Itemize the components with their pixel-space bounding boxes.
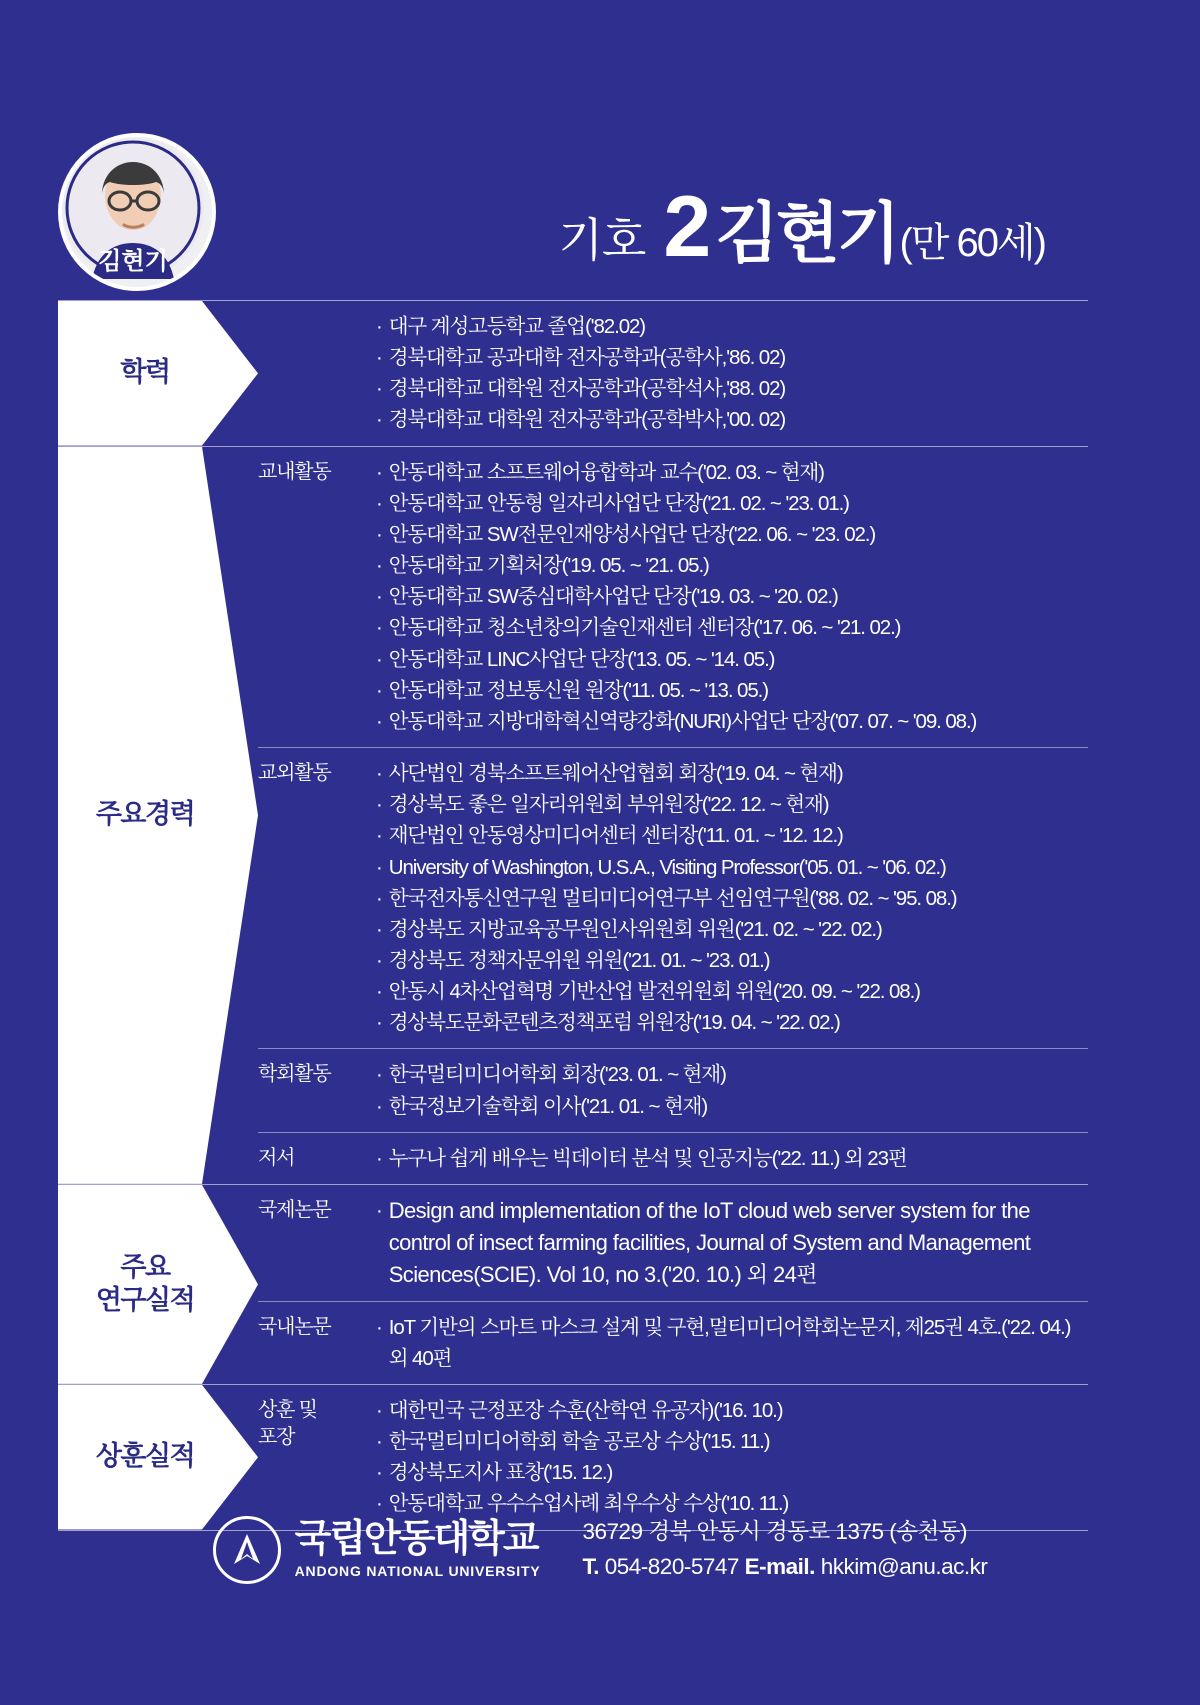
candidate-title bbox=[558, 180, 1045, 275]
bullet-icon: · bbox=[376, 554, 382, 578]
list-item-text: 경상북도문화콘텐츠정책포럼 위원장('19. 04. ~ '22. 02.) bbox=[388, 1011, 840, 1035]
bullet-icon: · bbox=[376, 1094, 382, 1118]
row-subcategory: 학회활동 bbox=[258, 1063, 331, 1086]
profile-section bbox=[58, 1384, 1088, 1531]
list-item-text: 경북대학교 공과대학 전자공학과(공학사,'86. 02) bbox=[388, 346, 786, 370]
table-row bbox=[258, 1048, 1088, 1131]
bullet-icon: · bbox=[376, 491, 382, 515]
candidate-portrait bbox=[58, 133, 216, 291]
bullet-icon: · bbox=[376, 824, 382, 848]
section-category bbox=[58, 1385, 258, 1530]
table-row bbox=[258, 1301, 1088, 1384]
list-item-text: 안동대학교 지방대학혁신역량강화(NURI)사업단 단장('07. 07. ~ '09. 08.) bbox=[388, 709, 977, 733]
list-item-text: 경북대학교 대학원 전자공학과(공학박사,'00. 02) bbox=[388, 408, 786, 432]
list-item bbox=[376, 1312, 1082, 1374]
row-items bbox=[376, 1143, 1088, 1174]
list-item-text: 안동대학교 기획처장('19. 05. ~ '21. 05.) bbox=[388, 554, 709, 578]
table-row bbox=[258, 1132, 1088, 1184]
poster-header bbox=[0, 0, 1200, 300]
category-label: 주요경력 bbox=[95, 799, 195, 830]
list-item-text: University of Washington, U.S.A., Visiting Professor('05. 01. ~ '06. 02.) bbox=[388, 855, 946, 879]
bullet-icon: · bbox=[376, 408, 382, 432]
list-item bbox=[376, 852, 1082, 883]
bullet-icon: · bbox=[376, 1492, 382, 1516]
list-item bbox=[376, 1195, 1082, 1291]
bullet-icon: · bbox=[376, 1063, 382, 1087]
list-item bbox=[376, 914, 1082, 945]
list-item bbox=[376, 675, 1082, 706]
university-name-eng: ANDONG NATIONAL UNIVERSITY bbox=[294, 1563, 541, 1580]
list-item-text: 한국전자통신연구원 멀티미디어연구부 선임연구원('88. 02. ~ '95. 08.) bbox=[388, 886, 957, 910]
list-item-text: 한국정보기술학회 이사('21. 01. ~ 현재) bbox=[388, 1094, 708, 1118]
list-item bbox=[376, 404, 1082, 435]
portrait-illustration bbox=[62, 137, 204, 279]
row-subcategory: 상훈 및 포장 bbox=[258, 1398, 317, 1448]
list-item-text: 누구나 쉽게 배우는 빅데이터 분석 및 인공지능('22. 11.) 외 23편 bbox=[388, 1146, 907, 1170]
profile-table bbox=[58, 300, 1088, 1531]
university-emblem-icon bbox=[213, 1516, 281, 1584]
list-item bbox=[376, 644, 1082, 675]
list-item-text: 대한민국 근정포장 수훈(산학연 유공자)('16. 10.) bbox=[388, 1398, 783, 1422]
list-item bbox=[376, 488, 1082, 519]
university-name-kor: 국립안동대학교 bbox=[294, 1518, 538, 1561]
contact-address: 36729 경북 안동시 경동로 1375 (송천동) bbox=[582, 1519, 967, 1544]
bullet-icon: · bbox=[376, 886, 382, 910]
list-item bbox=[376, 1395, 1082, 1426]
list-item-text: 안동대학교 SW전문인재양성사업단 단장('22. 06. ~ '23. 02.) bbox=[388, 522, 876, 546]
row-subcategory: 교외활동 bbox=[258, 762, 331, 785]
profile-section bbox=[58, 446, 1088, 1184]
bullet-icon: · bbox=[376, 762, 382, 786]
table-row bbox=[258, 447, 1088, 747]
list-item-text: 안동대학교 정보통신원 원장('11. 05. ~ '13. 05.) bbox=[388, 678, 768, 702]
list-item-text: IoT 기반의 스마트 마스크 설계 및 구현,멀티미디어학회논문지, 제25권 4호.('22. 04.) 외 40편 bbox=[388, 1315, 1071, 1370]
list-item bbox=[376, 1143, 1082, 1174]
contact-info bbox=[582, 1515, 987, 1585]
list-item-text: 경북대학교 대학원 전자공학과(공학석사,'88. 02) bbox=[388, 377, 786, 401]
section-rows bbox=[258, 1185, 1088, 1384]
poster-footer bbox=[0, 1515, 1200, 1585]
bullet-icon: · bbox=[376, 346, 382, 370]
bullet-icon: · bbox=[376, 1011, 382, 1035]
list-item-text: 안동대학교 소프트웨어융합학과 교수('02. 03. ~ 현재) bbox=[388, 460, 824, 484]
list-item bbox=[376, 457, 1082, 488]
list-item bbox=[376, 581, 1082, 612]
list-item bbox=[376, 342, 1082, 373]
bullet-icon: · bbox=[376, 1198, 382, 1222]
bullet-icon: · bbox=[376, 616, 382, 640]
email-label: E-mail. bbox=[744, 1553, 815, 1579]
section-rows bbox=[258, 301, 1088, 446]
bullet-icon: · bbox=[376, 917, 382, 941]
row-items bbox=[376, 457, 1088, 737]
ballot-number: 2 bbox=[663, 179, 710, 275]
list-item bbox=[376, 1457, 1082, 1488]
bullet-icon: · bbox=[376, 1398, 382, 1422]
bullet-icon: · bbox=[376, 585, 382, 609]
table-row bbox=[258, 747, 1088, 1048]
bullet-icon: · bbox=[376, 1146, 382, 1170]
tel-label: T. bbox=[582, 1553, 599, 1579]
bullet-icon: · bbox=[376, 1461, 382, 1485]
bullet-icon: · bbox=[376, 855, 382, 879]
bullet-icon: · bbox=[376, 678, 382, 702]
bullet-icon: · bbox=[376, 1315, 382, 1339]
bullet-icon: · bbox=[376, 315, 382, 338]
list-item-text: 재단법인 안동영상미디어센터 센터장('11. 01. ~ '12. 12.) bbox=[388, 824, 843, 848]
table-row bbox=[258, 1185, 1088, 1301]
list-item bbox=[376, 373, 1082, 404]
list-item bbox=[376, 758, 1082, 789]
row-items bbox=[376, 1395, 1088, 1520]
row-subcategory: 국내논문 bbox=[258, 1315, 331, 1338]
list-item-text: 경상북도 좋은 일자리위원회 부위원장('22. 12. ~ 현재) bbox=[388, 793, 829, 817]
category-label: 학력 bbox=[120, 357, 170, 388]
list-item bbox=[376, 612, 1082, 643]
row-items bbox=[376, 758, 1088, 1038]
list-item bbox=[376, 1007, 1082, 1038]
list-item bbox=[376, 706, 1082, 737]
list-item bbox=[376, 311, 1082, 342]
candidate-name: 김현기 bbox=[715, 196, 898, 270]
section-rows bbox=[258, 447, 1088, 1184]
list-item-text: 안동대학교 우수수업사례 최우수상 수상('10. 11.) bbox=[388, 1492, 789, 1516]
bullet-icon: · bbox=[376, 522, 382, 546]
list-item bbox=[376, 976, 1082, 1007]
bullet-icon: · bbox=[376, 948, 382, 972]
list-item-text: 한국멀티미디어학회 학술 공로상 수상('15. 11.) bbox=[388, 1430, 770, 1454]
list-item bbox=[376, 1091, 1082, 1122]
email-value: hkkim@anu.ac.kr bbox=[820, 1553, 988, 1579]
list-item bbox=[376, 1059, 1082, 1090]
row-items bbox=[376, 1195, 1088, 1291]
portrait-name-text: 김현기 bbox=[98, 248, 168, 275]
list-item bbox=[376, 550, 1082, 581]
list-item-text: 안동대학교 LINC사업단 단장('13. 05. ~ '14. 05.) bbox=[388, 647, 775, 671]
section-category bbox=[58, 447, 258, 1184]
section-rows bbox=[258, 1385, 1088, 1530]
list-item bbox=[376, 945, 1082, 976]
list-item-text: 안동대학교 청소년창의기술인재센터 센터장('17. 06. ~ '21. 02.) bbox=[388, 616, 901, 640]
section-category bbox=[58, 301, 258, 446]
table-row bbox=[258, 301, 1088, 446]
bullet-icon: · bbox=[376, 980, 382, 1004]
tel-value: 054-820-5747 bbox=[604, 1553, 739, 1579]
bullet-icon: · bbox=[376, 1430, 382, 1454]
list-item-text: 경상북도 지방교육공무원인사위원회 위원('21. 02. ~ '22. 02.) bbox=[388, 917, 882, 941]
list-item-text: 안동대학교 SW중심대학사업단 단장('19. 03. ~ '20. 02.) bbox=[388, 585, 838, 609]
category-label: 상훈실적 bbox=[95, 1441, 195, 1472]
section-category bbox=[58, 1185, 258, 1384]
list-item bbox=[376, 820, 1082, 851]
list-item bbox=[376, 1426, 1082, 1457]
bullet-icon: · bbox=[376, 647, 382, 671]
list-item-text: 경상북도지사 표창('15. 12.) bbox=[388, 1461, 613, 1485]
list-item bbox=[376, 883, 1082, 914]
list-item-text: 경상북도 정책자문위원 위원('21. 01. ~ '23. 01.) bbox=[388, 948, 770, 972]
row-items bbox=[376, 1312, 1088, 1374]
university-logo bbox=[213, 1516, 541, 1584]
bullet-icon: · bbox=[376, 377, 382, 401]
list-item bbox=[376, 789, 1082, 820]
list-item-text: Design and implementation of the IoT cloud web server system for the control of insect farming facilities, Journal of System and Management Sciences(SCIE). Vol 10, no 3.('20. 10.) 외 24편 bbox=[388, 1197, 1031, 1287]
list-item-text: 안동대학교 안동형 일자리사업단 단장('21. 02. ~ '23. 01.) bbox=[388, 491, 849, 515]
list-item-text: 대구 계성고등학교 졸업('82.02) bbox=[388, 315, 646, 338]
list-item-text: 한국멀티미디어학회 회장('23. 01. ~ 현재) bbox=[388, 1063, 726, 1087]
bullet-icon: · bbox=[376, 460, 382, 484]
table-row bbox=[258, 1385, 1088, 1530]
profile-section bbox=[58, 300, 1088, 446]
row-subcategory: 국제논문 bbox=[258, 1198, 331, 1221]
list-item-text: 안동시 4차산업혁명 기반산업 발전위원회 위원('20. 09. ~ '22. 08.) bbox=[388, 980, 920, 1004]
row-subcategory: 저서 bbox=[258, 1146, 295, 1169]
list-item bbox=[376, 519, 1082, 550]
category-label: 주요 연구실적 bbox=[95, 1251, 195, 1316]
emblem-glyph-icon bbox=[227, 1530, 267, 1570]
list-item-text: 사단법인 경북소프트웨어산업협회 회장('19. 04. ~ 현재) bbox=[388, 762, 843, 786]
bullet-icon: · bbox=[376, 709, 382, 733]
profile-section bbox=[58, 1184, 1088, 1384]
ballot-prefix: 기호 bbox=[558, 214, 646, 266]
row-items bbox=[376, 1059, 1088, 1121]
bullet-icon: · bbox=[376, 793, 382, 817]
row-subcategory: 교내활동 bbox=[258, 460, 331, 483]
row-items bbox=[376, 311, 1088, 436]
candidate-age: (만 60세) bbox=[899, 221, 1045, 265]
